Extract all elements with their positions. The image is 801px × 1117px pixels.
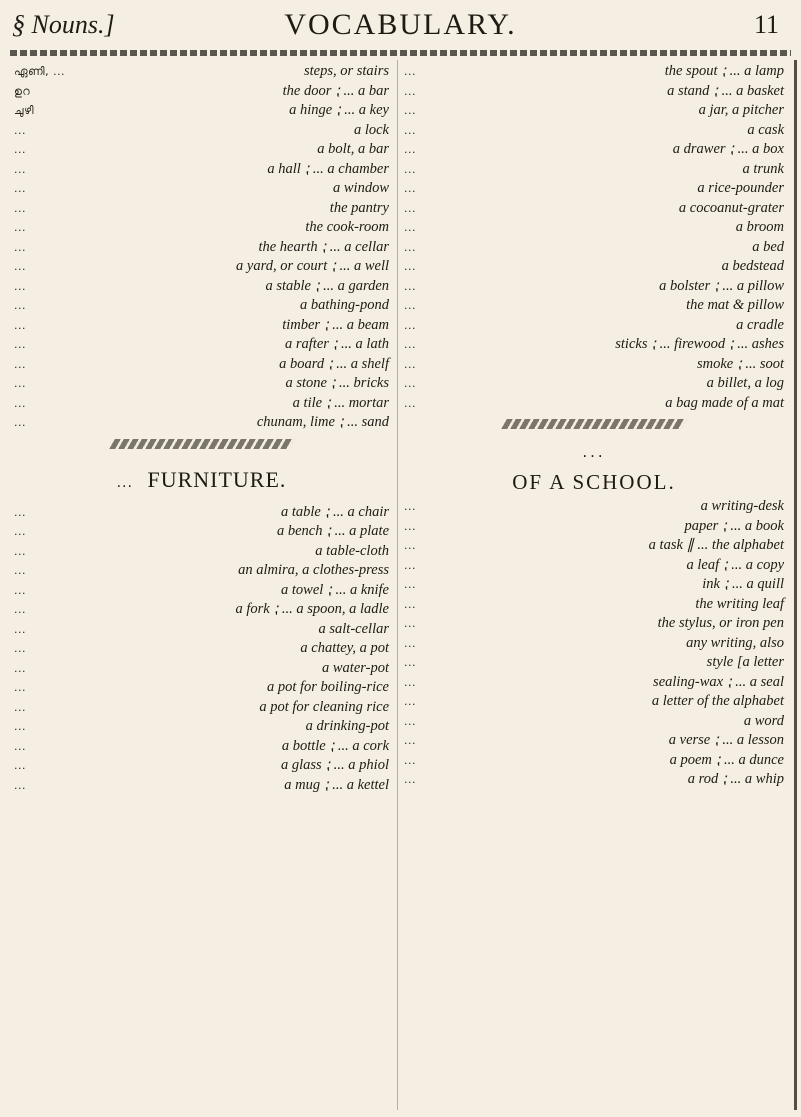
english-gloss: a lock: [353, 121, 389, 138]
native-term: ...: [14, 162, 26, 176]
native-term: ...: [14, 396, 26, 410]
english-gloss: a pot for cleaning rice: [259, 698, 389, 715]
native-term: ...: [404, 65, 416, 78]
vocab-entry: [14, 257, 389, 277]
vocab-entry: [14, 737, 389, 757]
native-term: ...: [14, 318, 26, 332]
vocab-entry: [14, 600, 389, 620]
vocab-entry: [404, 316, 784, 336]
english-gloss: a hall ⁏ ... a chamber: [267, 160, 389, 177]
english-gloss: a cradle: [736, 316, 784, 333]
english-gloss: steps, or stairs: [303, 63, 389, 79]
vocab-entry: [404, 374, 784, 394]
vocab-entry: [14, 639, 389, 659]
english-gloss: a towel ⁏ ... a knife: [281, 581, 389, 598]
native-term: ഏണി, ...: [14, 65, 66, 78]
english-gloss: a bench ⁏ ... a plate: [277, 523, 389, 539]
vocab-entry: [14, 581, 389, 601]
english-gloss: a fork ⁏ ... a spoon, a ladle: [235, 601, 389, 617]
native-term: ...: [404, 84, 416, 98]
native-term: ...: [404, 617, 416, 630]
native-term: ...: [14, 544, 26, 558]
native-term: ...: [14, 123, 26, 137]
english-gloss: an almira, a clothes-press: [238, 562, 389, 578]
native-term: ചുഴി: [14, 104, 34, 117]
page-edge-bar: [794, 60, 797, 1110]
native-term: ...: [14, 299, 26, 312]
vocab-entry: [14, 503, 389, 523]
native-term: ...: [14, 279, 26, 293]
native-term: ...: [14, 700, 26, 714]
english-gloss: a table ⁏ ... a chair: [281, 503, 389, 520]
english-gloss: a trunk: [742, 160, 784, 177]
native-term: ...: [404, 773, 416, 786]
native-term: ...: [14, 338, 26, 351]
vocab-entry: [14, 698, 389, 718]
vocab-entry: [14, 199, 389, 219]
native-term: ...: [404, 279, 416, 293]
native-term: ...: [404, 714, 416, 728]
vocab-entry: [404, 751, 784, 771]
english-gloss: any writing, also: [686, 634, 784, 651]
native-term: ...: [404, 695, 416, 708]
native-term: ...: [404, 636, 416, 650]
furniture-heading: [14, 457, 389, 503]
english-gloss: a yard, or court ⁏ ... a well: [236, 258, 389, 274]
native-term: ഉറ: [14, 84, 31, 98]
vocab-entry: [14, 296, 389, 316]
vocab-entry: [14, 335, 389, 355]
vocab-entry: [14, 678, 389, 698]
native-term: ...: [14, 143, 26, 156]
english-gloss: the spout ⁏ ... a lamp: [664, 63, 784, 79]
english-gloss: a stand ⁏ ... a basket: [667, 82, 784, 99]
column-divider: [397, 60, 398, 1110]
furniture-heading-native: ...: [116, 474, 133, 491]
native-term: ...: [14, 642, 26, 655]
vocab-entry: [14, 717, 389, 737]
left-column: [14, 62, 389, 795]
vocab-entry: [14, 82, 389, 102]
english-gloss: chunam, lime ⁏ ... sand: [256, 414, 389, 430]
vocab-entry: [14, 218, 389, 238]
english-gloss: a word: [743, 712, 784, 729]
english-gloss: the door ⁏ ... a bar: [282, 82, 389, 99]
vocab-entry: [404, 692, 784, 712]
native-term: ...: [14, 564, 26, 577]
native-term: ...: [14, 182, 26, 195]
vocab-entry: [404, 614, 784, 634]
native-term: ...: [404, 357, 416, 371]
english-gloss: a leaf ⁏ ... a copy: [686, 556, 784, 573]
english-gloss: a salt-cellar: [318, 620, 389, 637]
native-term: ...: [14, 377, 26, 390]
vocab-entry: [404, 712, 784, 732]
ornament-divider: [501, 419, 687, 429]
vocab-entry: [14, 121, 389, 141]
native-term: ...: [404, 240, 416, 254]
native-term: ...: [14, 778, 26, 792]
native-term: ...: [14, 759, 26, 772]
vocab-entry: [14, 355, 389, 375]
vocab-entry: [14, 179, 389, 199]
english-gloss: the cook-room: [305, 219, 389, 235]
vocab-entry: [404, 218, 784, 238]
section-reference: § Nouns.]: [12, 10, 115, 39]
vocab-entry: [404, 575, 784, 595]
native-term: ...: [404, 734, 416, 747]
native-term: ...: [14, 681, 26, 694]
vocab-entry: [404, 140, 784, 160]
vocab-entry: [404, 556, 784, 576]
english-gloss: a cocoanut-grater: [678, 199, 784, 216]
native-term: ...: [404, 578, 416, 591]
house-word-list: [14, 62, 389, 433]
vocab-entry: [14, 101, 389, 121]
english-gloss: a table-cloth: [315, 542, 389, 559]
vocab-entry: [14, 522, 389, 542]
native-term: ...: [404, 182, 416, 195]
vocab-entry: [14, 561, 389, 581]
english-gloss: a hinge ⁏ ... a key: [289, 102, 389, 118]
native-term: ...: [14, 525, 26, 538]
school-word-list: [404, 497, 784, 790]
english-gloss: timber ⁏ ... a beam: [282, 316, 389, 333]
english-gloss: a letter of the alphabet: [651, 693, 784, 709]
english-gloss: a billet, a log: [706, 375, 784, 391]
english-gloss: a chattey, a pot: [300, 640, 389, 656]
english-gloss: a task ∥ ... the alphabet: [648, 537, 784, 553]
english-gloss: a glass ⁏ ... a phiol: [280, 757, 389, 773]
native-term: ...: [404, 201, 416, 215]
native-term: ...: [404, 143, 416, 156]
english-gloss: a rod ⁏ ... a whip: [687, 771, 784, 787]
english-gloss: a jar, a pitcher: [698, 102, 784, 118]
vocab-entry: [404, 335, 784, 355]
native-term: ...: [404, 675, 416, 689]
native-term: ...: [14, 260, 26, 273]
vocab-entry: [14, 659, 389, 679]
english-gloss: the hearth ⁏ ... a cellar: [258, 238, 389, 255]
english-gloss: a drawer ⁏ ... a box: [672, 141, 784, 157]
native-term: ...: [404, 318, 416, 332]
native-term: ...: [14, 603, 26, 616]
native-term: ...: [404, 162, 416, 176]
page-title: VOCABULARY.: [284, 8, 517, 41]
english-gloss: style [a letter: [706, 654, 784, 670]
native-term: ...: [404, 260, 416, 273]
english-gloss: a mug ⁏ ... a kettel: [284, 776, 389, 793]
vocab-entry: [404, 82, 784, 102]
english-gloss: a bathing-pond: [299, 297, 389, 313]
english-gloss: a drinking-pot: [305, 718, 389, 734]
vocab-entry: [14, 776, 389, 796]
vocab-entry: [404, 277, 784, 297]
vocab-entry: [404, 296, 784, 316]
english-gloss: the pantry: [329, 199, 389, 216]
native-term: ...: [14, 661, 26, 675]
vocab-entry: [404, 160, 784, 180]
english-gloss: smoke ⁏ ... soot: [696, 355, 784, 372]
vocab-entry: [404, 199, 784, 219]
native-term: ...: [14, 416, 26, 429]
page-number: 11: [753, 10, 779, 39]
header-rule: [10, 50, 791, 56]
english-gloss: a rice-pounder: [697, 180, 784, 196]
english-gloss: a water-pot: [322, 659, 389, 676]
native-term: ...: [14, 201, 26, 215]
english-gloss: a bed: [752, 238, 784, 255]
vocab-entry: [14, 394, 389, 414]
native-term: ...: [14, 720, 26, 733]
vocab-entry: [404, 770, 784, 790]
vocab-entry: [404, 62, 784, 82]
vocab-entry: [14, 62, 389, 82]
native-term: ...: [404, 338, 416, 351]
english-gloss: a board ⁏ ... a shelf: [279, 355, 389, 372]
furniture-heading-english: FURNITURE.: [147, 466, 287, 492]
vocab-entry: [404, 634, 784, 654]
vocab-entry: [404, 673, 784, 693]
native-term: ...: [14, 739, 26, 753]
english-gloss: the writing leaf: [695, 595, 784, 612]
vocab-entry: [404, 731, 784, 751]
native-term: ...: [404, 519, 416, 533]
vocab-entry: [404, 101, 784, 121]
english-gloss: a poem ⁏ ... a dunce: [669, 751, 784, 768]
vocab-entry: [14, 277, 389, 297]
english-gloss: a window: [333, 180, 389, 196]
school-heading-english: OF A SCHOOL.: [512, 470, 676, 494]
vocab-entry: [14, 413, 389, 433]
english-gloss: a cask: [747, 121, 784, 138]
english-gloss: a broom: [735, 219, 784, 235]
vocab-entry: [14, 756, 389, 776]
ornament-divider: [109, 439, 295, 449]
vocab-entry: [14, 620, 389, 640]
native-term: ...: [404, 500, 416, 513]
vocab-entry: [404, 238, 784, 258]
vocab-entry: [14, 160, 389, 180]
english-gloss: ink ⁏ ... a quill: [702, 576, 784, 592]
native-term: ...: [404, 377, 416, 390]
english-gloss: a stone ⁏ ... bricks: [285, 375, 389, 391]
english-gloss: a tile ⁏ ... mortar: [292, 394, 389, 411]
vocab-entry: [14, 238, 389, 258]
native-term: ...: [404, 753, 416, 767]
vocab-entry: [404, 355, 784, 375]
vocab-entry: [404, 179, 784, 199]
english-gloss: the mat & pillow: [686, 297, 784, 313]
native-term: ...: [14, 583, 26, 597]
vocab-entry: [14, 542, 389, 562]
native-term: ...: [14, 240, 26, 254]
vocab-entry: [404, 595, 784, 615]
english-gloss: sticks ⁏ ... firewood ⁏ ... ashes: [615, 336, 784, 352]
household-word-list: [404, 62, 784, 413]
english-gloss: a stable ⁏ ... a garden: [265, 277, 389, 294]
english-gloss: a pot for boiling-rice: [266, 679, 389, 695]
vocab-entry: [404, 394, 784, 414]
english-gloss: a rafter ⁏ ... a lath: [285, 336, 389, 352]
native-term: ...: [404, 597, 416, 611]
native-term: ...: [404, 656, 416, 669]
native-term: ...: [404, 123, 416, 137]
english-gloss: a writing-desk: [700, 498, 784, 514]
native-term: ...: [14, 221, 26, 234]
native-term: ...: [404, 396, 416, 410]
native-term: ...: [14, 622, 26, 636]
vocab-entry: [404, 121, 784, 141]
native-term: ...: [14, 357, 26, 371]
vocab-entry: [14, 140, 389, 160]
vocab-entry: [404, 536, 784, 556]
furniture-word-list: [14, 503, 389, 796]
vocab-entry: [14, 316, 389, 336]
vocab-entry: [404, 517, 784, 537]
native-term: ...: [404, 221, 416, 234]
english-gloss: a bottle ⁏ ... a cork: [281, 737, 389, 754]
vocab-entry: [404, 257, 784, 277]
english-gloss: a bolt, a bar: [317, 141, 389, 157]
english-gloss: paper ⁏ ... a book: [684, 517, 784, 534]
vocab-entry: [404, 653, 784, 673]
english-gloss: the stylus, or iron pen: [657, 615, 784, 631]
english-gloss: a bedstead: [721, 258, 784, 274]
english-gloss: a verse ⁏ ... a lesson: [668, 732, 784, 748]
vocab-entry: [404, 497, 784, 517]
english-gloss: sealing-wax ⁏ ... a seal: [653, 673, 784, 690]
native-term: ...: [404, 539, 416, 552]
native-term: ...: [14, 505, 26, 519]
page-header: [0, 6, 801, 50]
english-gloss: a bag made of a mat: [665, 394, 784, 411]
school-heading-native: ...: [582, 443, 606, 461]
english-gloss: a bolster ⁏ ... a pillow: [659, 277, 784, 294]
native-term: ...: [404, 299, 416, 312]
vocab-entry: [14, 374, 389, 394]
right-column: [404, 62, 784, 790]
native-term: ...: [404, 104, 416, 117]
native-term: ...: [404, 558, 416, 572]
